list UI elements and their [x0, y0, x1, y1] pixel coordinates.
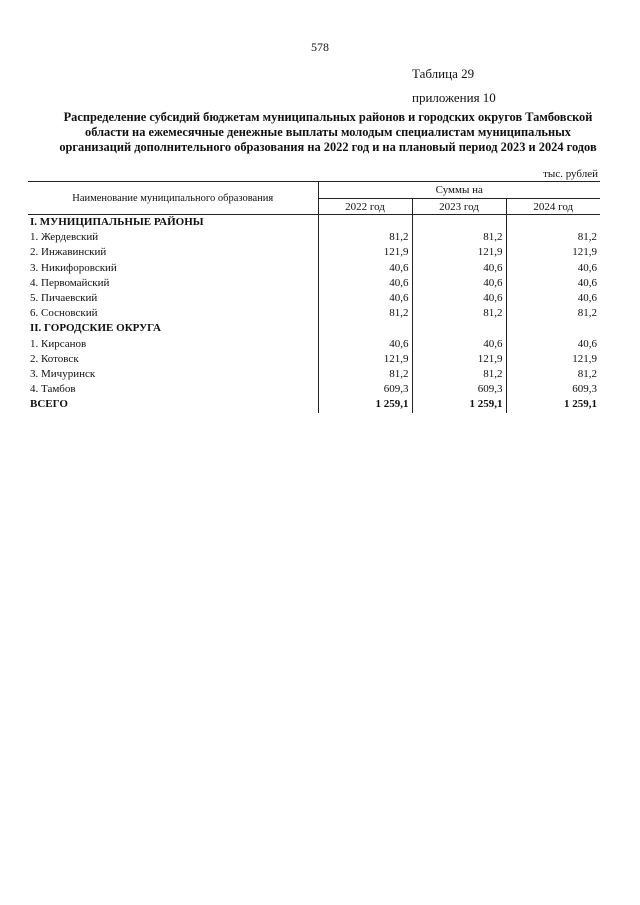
table-row	[28, 261, 600, 276]
value-2022: 40,6	[318, 261, 412, 276]
value-2022: 81,2	[318, 367, 412, 382]
value-2024: 1 259,1	[506, 397, 600, 412]
total-row	[28, 397, 600, 412]
value-2024: 81,2	[506, 306, 600, 321]
table-row	[28, 352, 600, 367]
value-2024: 121,9	[506, 245, 600, 260]
value-2023: 1 259,1	[412, 397, 506, 412]
row-name: 3. Никифоровский	[30, 261, 117, 274]
unit-label: тыс. рублей	[543, 168, 598, 180]
table-row	[28, 245, 600, 260]
subsidy-table	[28, 181, 600, 413]
row-name: 2. Инжавинский	[30, 246, 107, 259]
document-title: Распределение субсидий бюджетам муниципальных районов и городских округов Тамбовской области на ежемесячные денежные выплаты молодым специалистам муниципальных организаций дополнительного образования на 2022 год и на плановый период 2023 и 2024 годов	[59, 110, 597, 154]
table-row	[28, 337, 600, 352]
row-name: 6. Сосновский	[30, 307, 98, 320]
table-row	[28, 276, 600, 291]
table-row	[28, 291, 600, 306]
value-2023: 81,2	[412, 367, 506, 382]
year-header-2022: 2022 год	[318, 199, 412, 215]
row-name: 5. Пичаевский	[30, 292, 98, 305]
value-2024	[506, 321, 600, 336]
value-2023: 121,9	[412, 245, 506, 260]
value-2024	[506, 215, 600, 231]
row-name: 1. Кирсанов	[30, 337, 87, 350]
value-2024: 121,9	[506, 352, 600, 367]
value-2023	[412, 321, 506, 336]
row-name: II. ГОРОДСКИЕ ОКРУГА	[30, 322, 161, 335]
row-name: 4. Первомайский	[30, 276, 110, 289]
row-name: 1. Жердевский	[30, 231, 99, 244]
value-2024: 40,6	[506, 291, 600, 306]
value-2022	[318, 321, 412, 336]
value-2022: 81,2	[318, 230, 412, 245]
table-header-row	[28, 182, 600, 199]
section-row-city-districts	[28, 321, 600, 336]
table-row	[28, 367, 600, 382]
value-2022: 40,6	[318, 276, 412, 291]
table-row	[28, 382, 600, 397]
value-2023: 81,2	[412, 230, 506, 245]
value-2022: 609,3	[318, 382, 412, 397]
row-name: ВСЕГО	[30, 398, 68, 411]
value-2023: 40,6	[412, 291, 506, 306]
value-2023	[412, 215, 506, 231]
value-2022: 1 259,1	[318, 397, 412, 412]
name-column-header: Наименование муниципального образования	[28, 182, 318, 215]
value-2022: 40,6	[318, 337, 412, 352]
table-row	[28, 230, 600, 245]
value-2024: 609,3	[506, 382, 600, 397]
value-2023: 121,9	[412, 352, 506, 367]
value-2022	[318, 215, 412, 231]
value-2024: 40,6	[506, 261, 600, 276]
value-2024: 81,2	[506, 367, 600, 382]
value-2024: 40,6	[506, 337, 600, 352]
subsidy-table-container	[28, 181, 600, 413]
value-2023: 609,3	[412, 382, 506, 397]
value-2024: 81,2	[506, 230, 600, 245]
row-name: 3. Мичуринск	[30, 368, 96, 381]
value-2023: 40,6	[412, 261, 506, 276]
row-name: 4. Тамбов	[30, 383, 76, 396]
page-number: 578	[311, 40, 329, 54]
sums-column-header: Суммы на	[318, 182, 600, 199]
year-header-2023: 2023 год	[412, 199, 506, 215]
value-2022: 121,9	[318, 245, 412, 260]
section-row-districts	[28, 215, 600, 231]
row-name: I. МУНИЦИПАЛЬНЫЕ РАЙОНЫ	[30, 216, 204, 228]
appendix-label: приложения 10	[412, 90, 496, 105]
value-2022: 40,6	[318, 291, 412, 306]
value-2024: 40,6	[506, 276, 600, 291]
year-header-2024: 2024 год	[506, 199, 600, 215]
table-row	[28, 306, 600, 321]
value-2023: 81,2	[412, 306, 506, 321]
table-label: Таблица 29	[412, 66, 475, 81]
value-2023: 40,6	[412, 337, 506, 352]
value-2022: 121,9	[318, 352, 412, 367]
value-2023: 40,6	[412, 276, 506, 291]
row-name: 2. Котовск	[30, 352, 79, 365]
value-2022: 81,2	[318, 306, 412, 321]
